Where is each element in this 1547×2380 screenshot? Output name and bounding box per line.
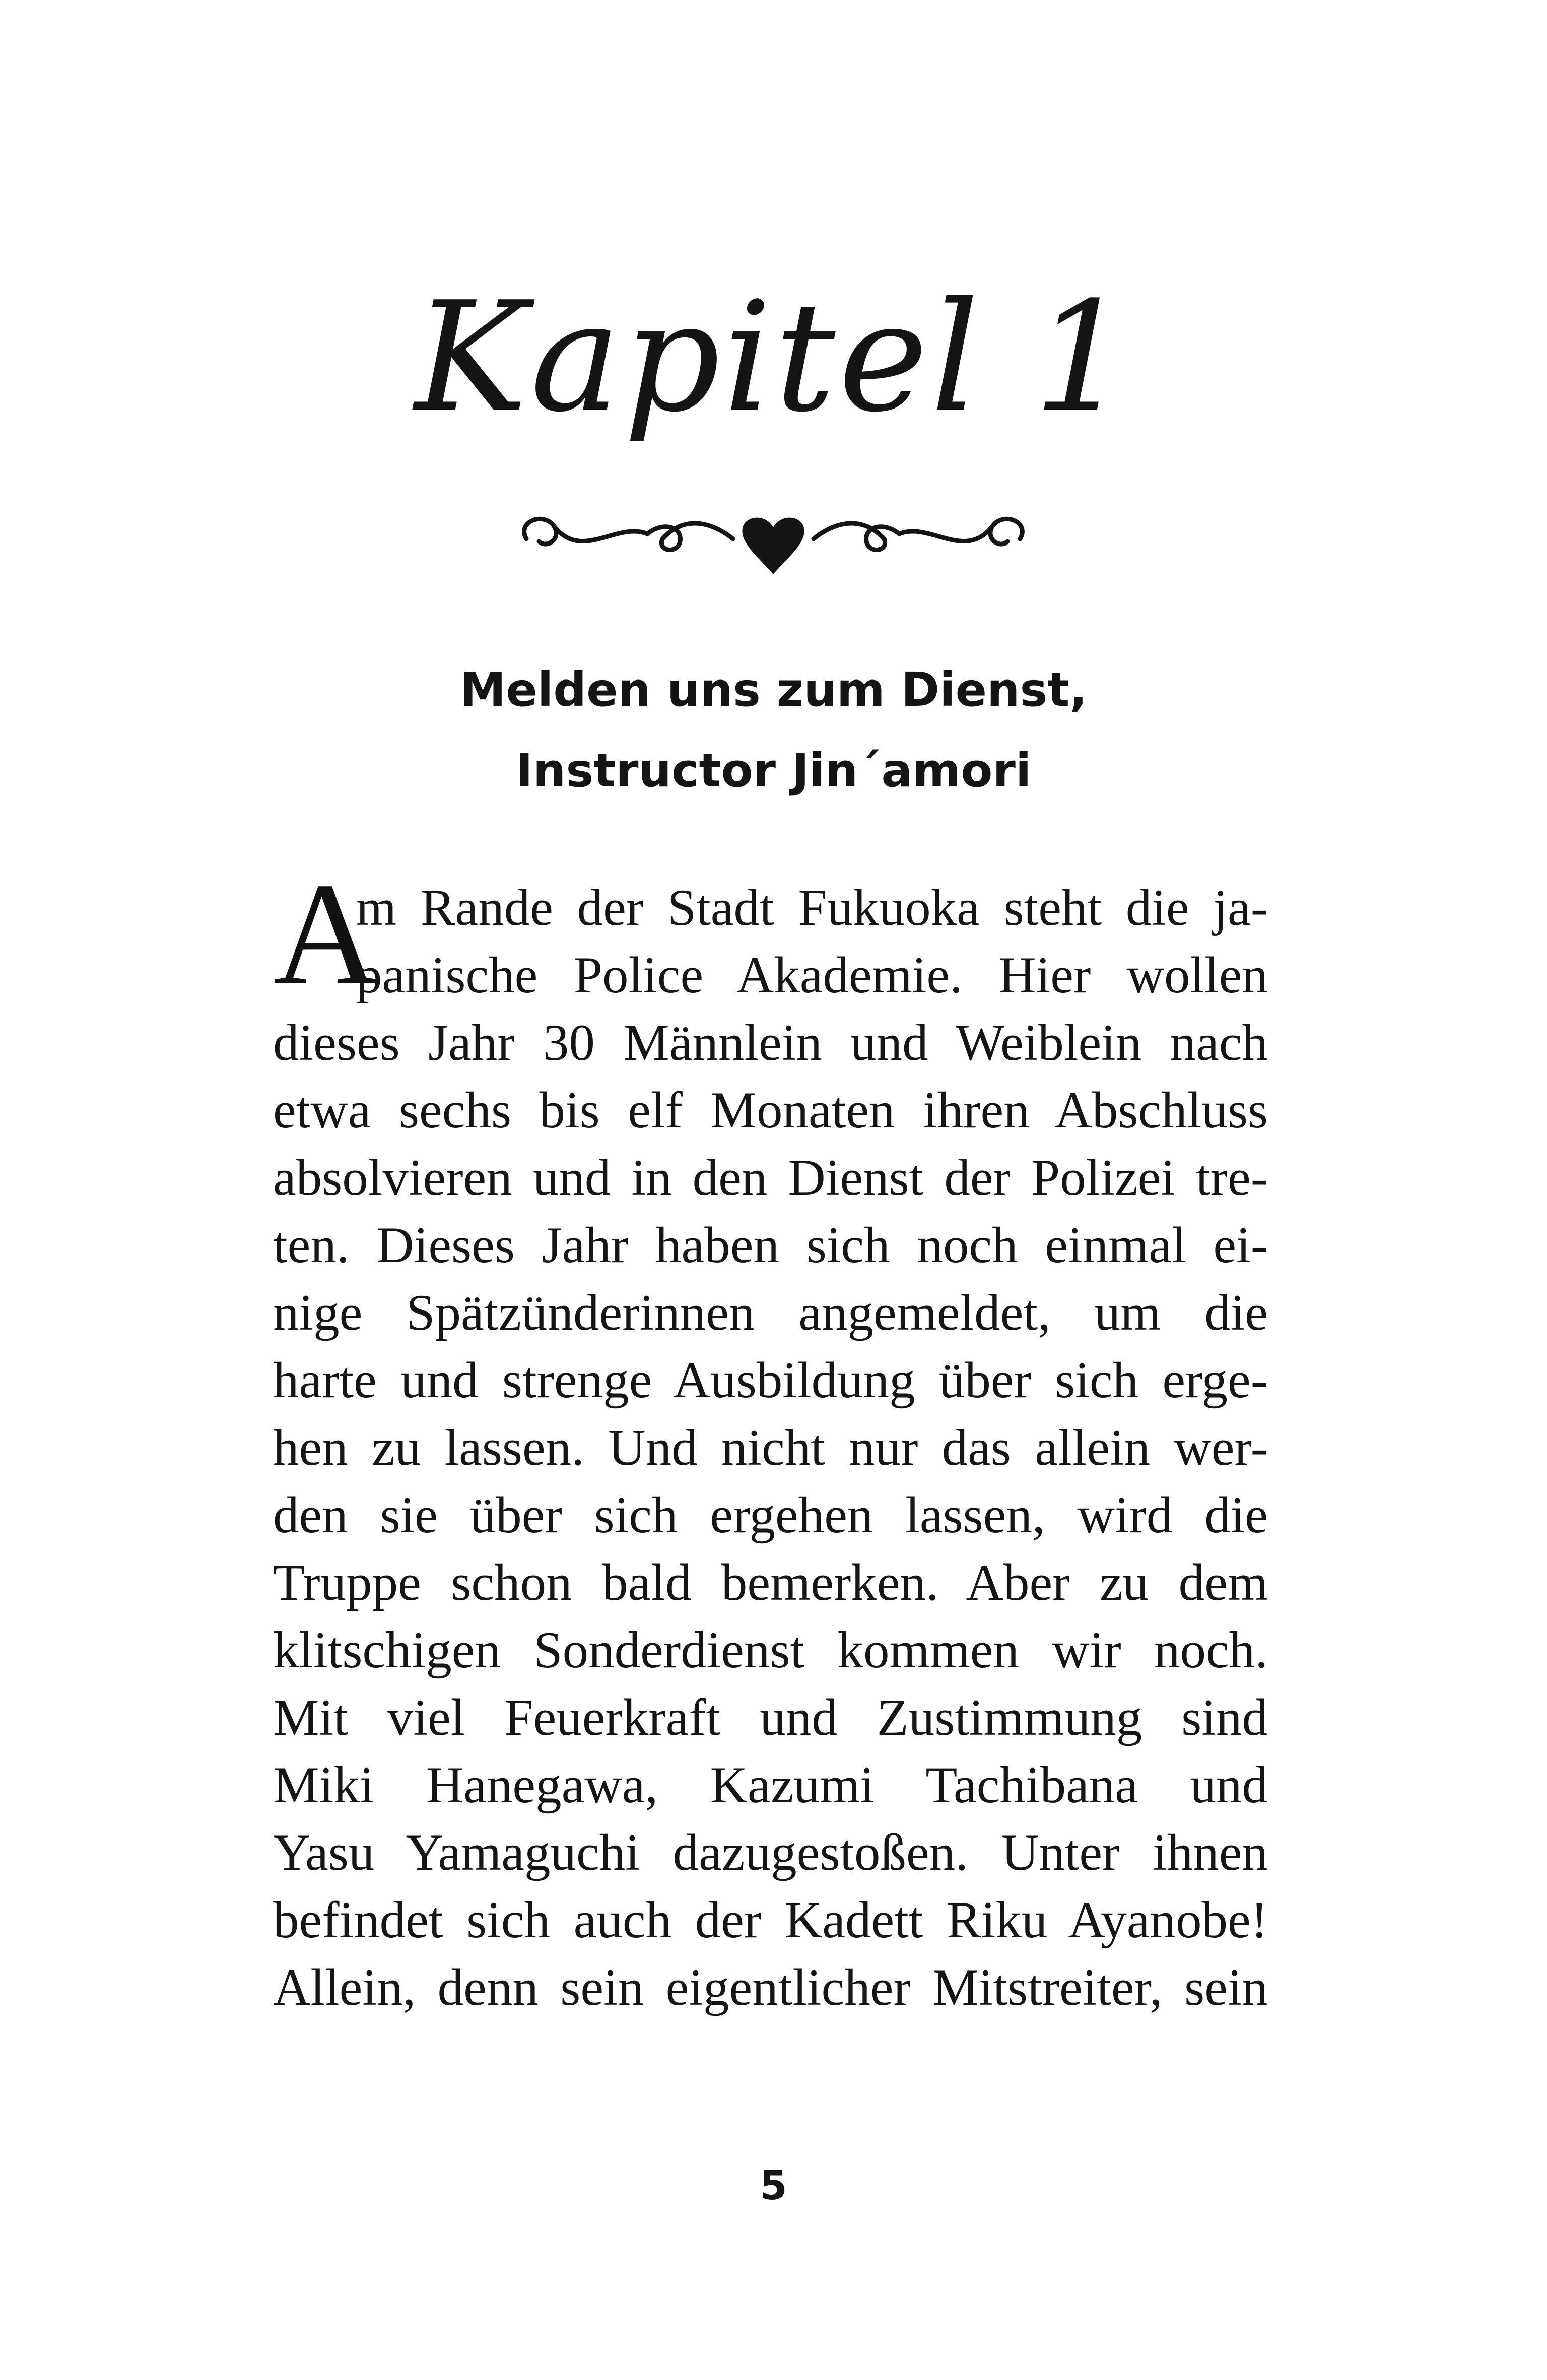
text-line: absolvieren und in den Dienst der Polizei tre- bbox=[273, 1149, 1268, 1206]
text-line: panische Police Akademie. Hier wollen bbox=[356, 946, 1268, 1004]
text-line: ten. Dieses Jahr haben sich noch einmal ei- bbox=[273, 1216, 1268, 1274]
text-line: dieses Jahr 30 Männlein und Weiblein nach bbox=[273, 1014, 1268, 1071]
text-line: nige Spätzünderinnen angemeldet, um die bbox=[273, 1284, 1268, 1341]
chapter-title: Kapitel 1 bbox=[414, 269, 1133, 445]
text-line: befindet sich auch der Kadett Riku Ayanobe! bbox=[273, 1891, 1268, 1949]
text-line: klitschigen Sonderdienst kommen wir noch. bbox=[273, 1621, 1268, 1679]
text-line: Allein, denn sein eigentlicher Mitstreiter, sein bbox=[273, 1959, 1268, 2016]
drop-cap: A bbox=[273, 853, 379, 1015]
page-number: 5 bbox=[760, 2163, 787, 2209]
subtitle-line-1: Melden uns zum Dienst, bbox=[459, 663, 1088, 717]
text-line: Mit viel Feuerkraft und Zustimmung sind bbox=[273, 1689, 1268, 1746]
text-line: Miki Hanegawa, Kazumi Tachibana und bbox=[273, 1756, 1268, 1814]
text-line: hen zu lassen. Und nicht nur das allein wer- bbox=[273, 1419, 1268, 1476]
chapter-subtitle bbox=[0, 650, 1547, 811]
text-line: Truppe schon bald bemerken. Aber zu dem bbox=[273, 1554, 1268, 1611]
subtitle-line-2: Instructor Jin´amori bbox=[515, 743, 1032, 797]
text-line: den sie über sich ergehen lassen, wird die bbox=[273, 1486, 1268, 1544]
text-line: Yasu Yamaguchi dazugestoßen. Unter ihnen bbox=[273, 1824, 1268, 1881]
heart-swirl-divider-icon bbox=[496, 491, 1050, 582]
body-paragraph bbox=[273, 853, 1268, 2021]
heart-icon bbox=[742, 518, 804, 574]
text-line: etwa sechs bis elf Monaten ihren Abschluss bbox=[273, 1081, 1268, 1139]
text-line: m Rande der Stadt Fukuoka steht die ja- bbox=[356, 879, 1268, 936]
text-line: harte und strenge Ausbildung über sich erge- bbox=[273, 1351, 1268, 1409]
